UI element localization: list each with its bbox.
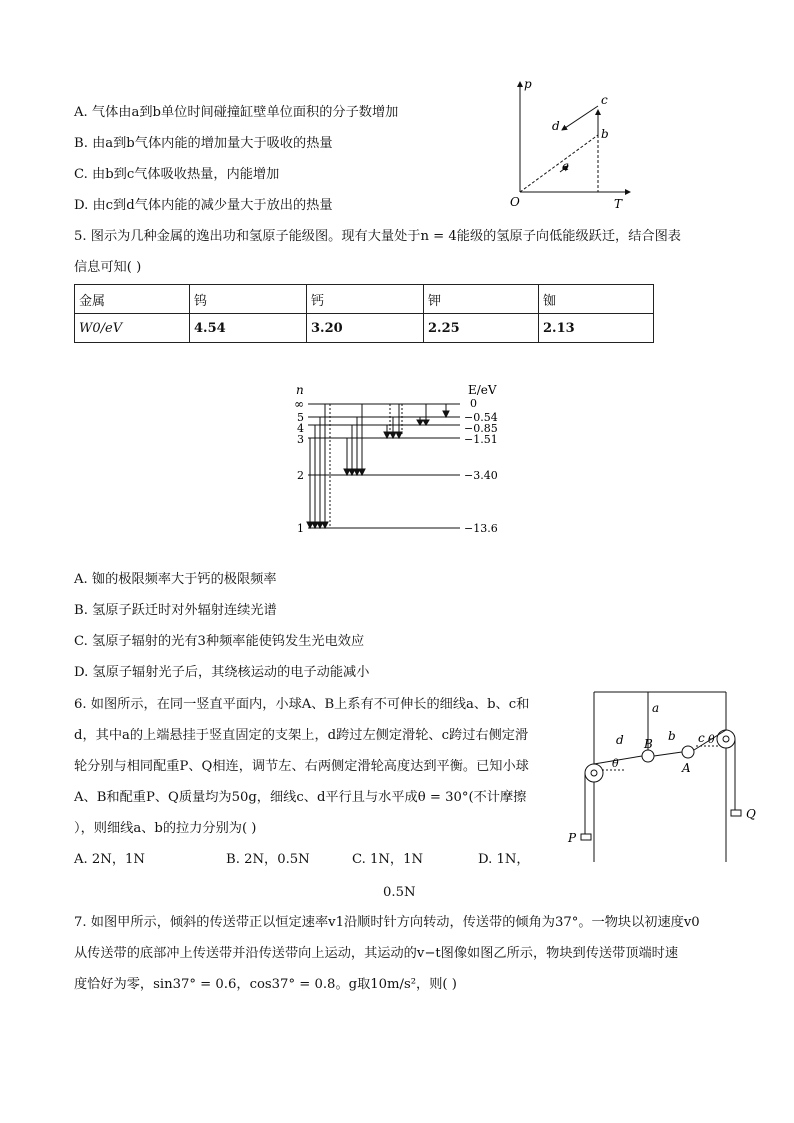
q7-stem-line-1: 7. 如图甲所示，倾斜的传送带正以恒定速率v1沿顺时针方向转动，传送带的倾角为37°。一物块以初速度v0 — [74, 915, 700, 930]
table-cell: 2.25 — [424, 314, 539, 343]
table-header-cell: 铷 — [539, 285, 654, 314]
n-label-5: 5 — [297, 411, 304, 424]
table-header-cell: 金属 — [75, 285, 190, 314]
e-label-2: −3.40 — [464, 469, 498, 482]
q6-stem-line-5: ），则细线a、b的拉力分别为( ) — [74, 821, 257, 836]
q5-stem-line-2: 信息可知( ) — [74, 260, 142, 275]
q5-option-b: B. 氢原子跃迁时对外辐射连续光谱 — [74, 603, 277, 618]
table-header-cell: 钙 — [307, 285, 424, 314]
table-row — [75, 314, 654, 343]
table-row-label: W0/eV — [75, 314, 190, 343]
q6-stem-line-3: 轮分别与相同配重P、Q相连，调节左、右两侧定滑轮高度达到平衡。已知小球 — [74, 759, 529, 774]
q4-p-label: p — [524, 77, 532, 91]
q6-label-d: d — [616, 733, 624, 747]
q4-b-label: b — [601, 127, 609, 141]
q4-c-label: c — [601, 93, 608, 107]
n-label-4: 4 — [297, 422, 304, 435]
q5-option-d: D. 氢原子辐射光子后，其绕核运动的电子动能减小 — [74, 665, 370, 680]
q6-option-a: A. 2N，1N — [74, 852, 145, 867]
q6-label-theta-left: θ — [612, 757, 619, 770]
q6-label-P: P — [568, 831, 577, 845]
q6-stem-line-4: A、B和配重P、Q质量均为50g，细线c、d平行且与水平成θ = 30°(不计摩擦 — [74, 790, 527, 805]
e-label-1: −13.6 — [464, 522, 498, 535]
table-cell: 2.13 — [539, 314, 654, 343]
q4-o-label: O — [510, 195, 520, 209]
table-header-cell: 钨 — [190, 285, 307, 314]
q6-stem-line-1: 6. 如图所示，在同一竖直平面内，小球A、B上系有不可伸长的细线a、b、c和 — [74, 697, 530, 712]
n-label-inf: ∞ — [294, 397, 304, 411]
n-label-3: 3 — [297, 433, 304, 446]
e-axis-label: E/eV — [468, 383, 497, 397]
q5-stem-line-1: 5. 图示为几种金属的逸出功和氢原子能级图。现有大量处于n = 4能级的氢原子向低能级跃迁，结合图表 — [74, 229, 681, 244]
e-label-4: −0.85 — [464, 422, 498, 435]
n-label-2: 2 — [297, 469, 304, 482]
q4-option-b: B. 由a到b气体内能的增加量大于吸收的热量 — [74, 136, 333, 151]
q7-stem-line-3: 度恰好为零，sin37° = 0.6，cos37° = 0.8。g取10m/s²，则( ) — [74, 977, 457, 992]
table-header-cell: 钾 — [424, 285, 539, 314]
q6-label-B: B — [644, 737, 653, 751]
q6-label-theta-right: θ — [708, 733, 715, 746]
q5-option-c: C. 氢原子辐射的光有3种频率能使钨发生光电效应 — [74, 634, 365, 649]
energy-level-diagram — [290, 380, 510, 542]
e-label-0: 0 — [470, 397, 477, 410]
q4-a-label: a — [562, 159, 570, 173]
table-cell: 4.54 — [190, 314, 307, 343]
q6-label-A: A — [682, 761, 691, 775]
q6-label-c: c — [698, 731, 705, 745]
q4-t-label: T — [614, 197, 623, 211]
q6-option-d-cont: 0.5N — [383, 885, 416, 900]
n-label-1: 1 — [297, 522, 304, 535]
q6-option-b: B. 2N，0.5N — [226, 852, 310, 867]
q6-stem-line-2: d，其中a的上端悬挂于竖直固定的支架上，d跨过左侧定滑轮、c跨过右侧定滑 — [74, 728, 529, 743]
q4-pt-graph — [500, 72, 640, 214]
work-function-table — [74, 284, 654, 343]
table-cell: 3.20 — [307, 314, 424, 343]
q4-d-label: d — [552, 119, 560, 133]
q6-option-c: C. 1N，1N — [352, 852, 424, 867]
q6-label-b: b — [668, 729, 676, 743]
q4-option-d: D. 由c到d气体内能的减少量大于放出的热量 — [74, 198, 333, 213]
q4-option-a: A. 气体由a到b单位时间碰撞缸壁单位面积的分子数增加 — [74, 105, 399, 120]
q7-stem-line-2: 从传送带的底部冲上传送带并沿传送带向上运动，其运动的v−t图像如图乙所示，物块到传送带顶端时速 — [74, 946, 679, 961]
q6-pulley-figure — [560, 690, 780, 866]
table-row — [75, 285, 654, 314]
q5-option-a: A. 铷的极限频率大于钙的极限频率 — [74, 572, 277, 587]
e-label-5: −0.54 — [464, 411, 498, 424]
q6-label-a: a — [652, 701, 660, 715]
n-axis-label: n — [296, 383, 304, 397]
e-label-3: −1.51 — [464, 433, 498, 446]
q6-label-Q: Q — [746, 807, 756, 821]
q6-option-d: D. 1N， — [478, 852, 530, 867]
q4-option-c: C. 由b到c气体吸收热量，内能增加 — [74, 167, 280, 182]
